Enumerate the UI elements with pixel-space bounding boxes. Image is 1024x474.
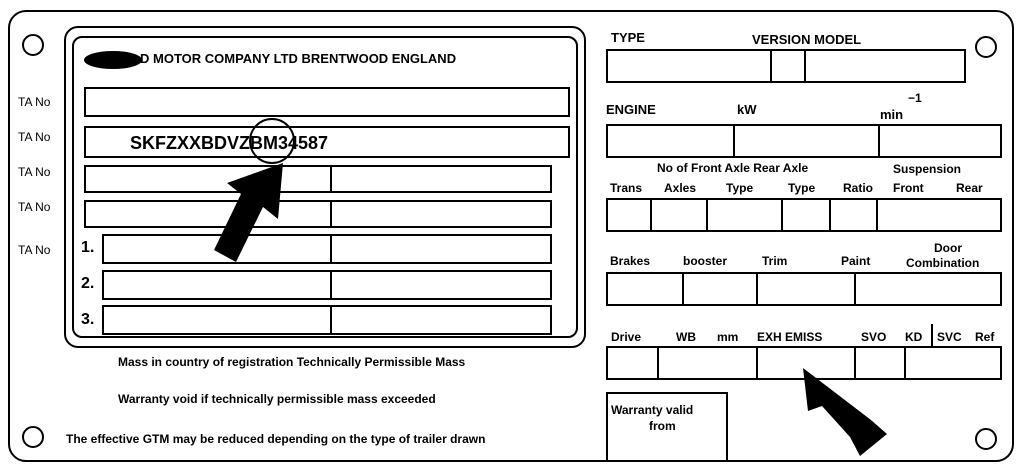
wb-label: WB [676, 330, 696, 344]
drive-label: Drive [611, 330, 642, 344]
ta-label: TA No [18, 200, 51, 214]
ref-label: Ref [975, 330, 995, 344]
gtm-note: The effective GTM may be reduced depending on the type of trailer drawn [66, 432, 486, 446]
warranty-valid-label: Warranty valid [611, 403, 694, 417]
ta-label: TA No [18, 165, 51, 179]
trim-label: Trim [762, 254, 788, 268]
min-label: min [880, 107, 904, 122]
kw-label: kW [737, 102, 757, 117]
kd-label: KD [905, 330, 923, 344]
axles-label: Axles [664, 181, 697, 195]
ta-label: TA No [18, 130, 51, 144]
engine-label: ENGINE [606, 102, 656, 117]
axle-header: No of Front Axle Rear Axle [657, 161, 809, 175]
exh-emiss-label: EXH EMISS [757, 330, 823, 344]
svo-label: SVO [861, 330, 887, 344]
vin-value: SKFZXXBDVZBM34587 [130, 133, 329, 153]
booster-label: booster [683, 254, 728, 268]
min-exponent: −1 [908, 91, 922, 105]
ta-label: TA No [18, 95, 51, 109]
brakes-label: Brakes [610, 254, 651, 268]
ratio-label: Ratio [843, 181, 873, 195]
combination-label: Combination [906, 256, 980, 270]
suspension-label: Suspension [893, 162, 962, 176]
ta-label: TA No [18, 243, 51, 257]
arrow-icon [803, 368, 887, 456]
door-label: Door [934, 241, 962, 255]
warranty-from-label: from [649, 419, 676, 433]
row-number: 2. [81, 275, 95, 292]
type-label: TYPE [611, 30, 645, 45]
rear-label: Rear [956, 181, 983, 195]
row-number: 3. [81, 311, 95, 328]
circle-highlight-icon [250, 119, 294, 163]
mm-label: mm [717, 330, 739, 344]
arrow-icon [214, 163, 283, 262]
row-number: 1. [81, 239, 95, 256]
warranty-void-line: Warranty void if technically permissible mass exceeded [118, 392, 436, 406]
trans-label: Trans [610, 181, 643, 195]
paint-label: Paint [841, 254, 871, 268]
front-label: Front [893, 181, 924, 195]
manufacturer-line: D MOTOR COMPANY LTD BRENTWOOD ENGLAND [140, 51, 457, 66]
front-axle-type-label: Type [726, 181, 754, 195]
version-model-label: VERSION MODEL [752, 32, 862, 47]
svc-label: SVC [937, 330, 962, 344]
rear-axle-type-label: Type [788, 181, 816, 195]
mass-line: Mass in country of registration Technically Permissible Mass [118, 355, 466, 369]
